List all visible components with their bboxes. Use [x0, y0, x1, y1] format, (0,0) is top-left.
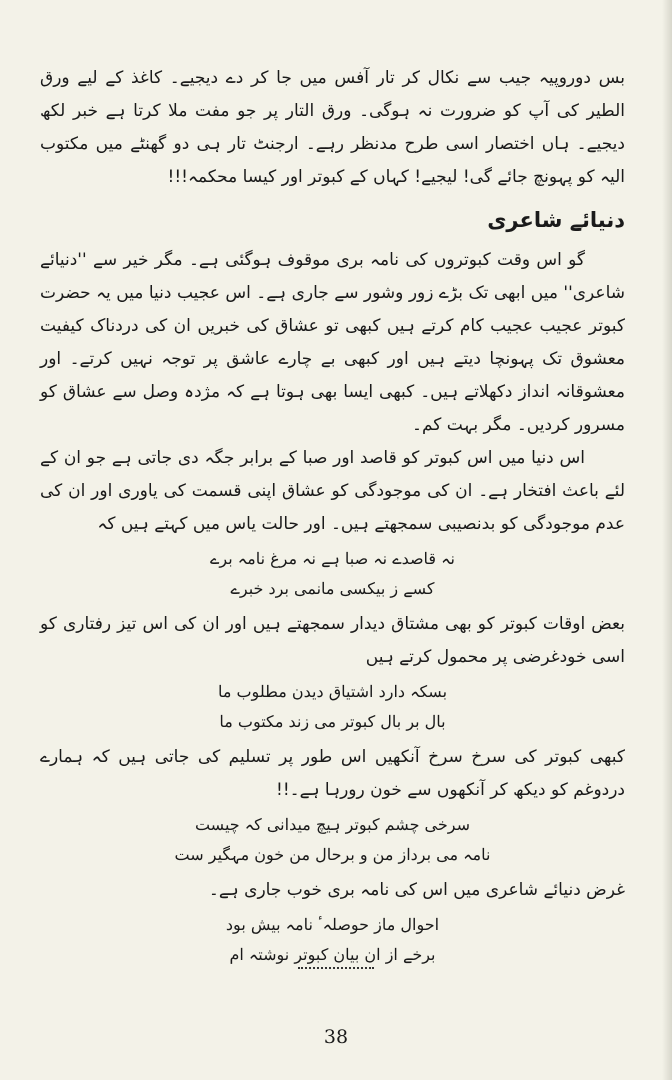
paragraph-4: کبھی کبوتر کی سرخ سرخ آنکھیں اس طور پر تسلیم کی جاتی ہیں کہ ہمارے دردوغم کو دیکھ کر آنکھوں سے خون رورہا ہے۔!! — [40, 747, 625, 800]
paragraph-1: گو اس وقت کبوتروں کی نامہ بری موقوف ہوگئی ہے۔ مگر خیر سے ''دنیائے شاعری'' میں ابھی تک بڑے زور وشور سے جاری ہے۔ اس عجیب دنیا میں یہ حضرت کبوتر عجیب عجیب کام کرتے ہیں کبھی تو عشاق کی خبریں ان کی دردناک کیفیت معشوق تک پہونچا دیتے ہیں اور کبھی بے چارے عاشق پر توجہ نہیں کرتے۔ اور معشوقانہ انداز دکھلاتے ہیں۔ کبھی ایسا بھی ہوتا ہے کہ مژدہ وصل سے عشاق کو مسرور کردیں۔ مگر بہت کم۔ — [40, 250, 625, 435]
opening-paragraph: بس دوروپیہ جیب سے نکال کر تار آفس میں جا کر دے دیجیے۔ کاغذ کے لیے ورق الطیر کی آپ کو ضرورت نہ ہوگی۔ ورق التار پر جو مفت ملا کرتا ہے خبر لکھ دیجیے۔ ہاں اختصار اسی طرح مدنظر رہے۔ ارجنٹ تار ہی دو گھنٹے میں مکتوب الیہ کو پہونچ جائے گی! لیجیے! کہاں کے کبوتر اور کیسا محکمہ!!! — [40, 68, 625, 187]
verse-line: بال بر بال کبوتر می زند مکتوب ما — [219, 712, 446, 731]
verse-line: کسے ز بیکسی مانمی برد خبرے — [230, 579, 435, 598]
verse-line: احوال ماز حوصلہٴ نامہ بیش بود — [225, 915, 440, 934]
paragraph-2: اس دنیا میں اس کبوتر کو قاصد اور صبا کے برابر جگہ دی جاتی ہے جو ان کے لئے باعث افتخار ہے۔ ان کی موجودگی کو عشاق اپنی قسمت کی یاوری اور ان کی عدم موجودگی کو بدنصیبی سمجھتے ہیں۔ اور حالت یاس میں کہتے ہیں کہ — [40, 448, 625, 534]
page-edge-shadow — [662, 0, 672, 1080]
verse-line: نہ قاصدے نہ صبا ہے نہ مرغ نامہ برے — [210, 549, 455, 568]
section-separator — [298, 967, 374, 969]
verse-line: نامہ می برداز من و برحال من خون مہگیر ست — [174, 845, 491, 864]
section-heading: دنیائے شاعری — [487, 208, 625, 232]
verse-line: بسکہ دارد اشتیاق دیدن مطلوب ما — [217, 682, 448, 701]
verse-3 — [40, 810, 625, 870]
verse-1 — [40, 544, 625, 604]
page-body — [40, 62, 625, 974]
verse-2 — [40, 677, 625, 737]
paragraph-3: بعض اوقات کبوتر کو بھی مشتاق دیدار سمجھتے ہیں اور ان کی اس تیز رفتاری کو اسی خودغرضی پر محمول کرتے ہیں — [40, 614, 625, 667]
verse-4 — [40, 910, 625, 970]
verse-line: سرخی چشم کبوتر ہیچ میدانی کہ چیست — [194, 815, 471, 834]
page-number: 38 — [323, 1026, 349, 1048]
paragraph-5: غرض دنیائے شاعری میں اس کی نامہ بری خوب جاری ہے۔ — [208, 880, 625, 900]
verse-line: برخے از ان بیان کبوتر نوشتہ ام — [229, 945, 436, 964]
